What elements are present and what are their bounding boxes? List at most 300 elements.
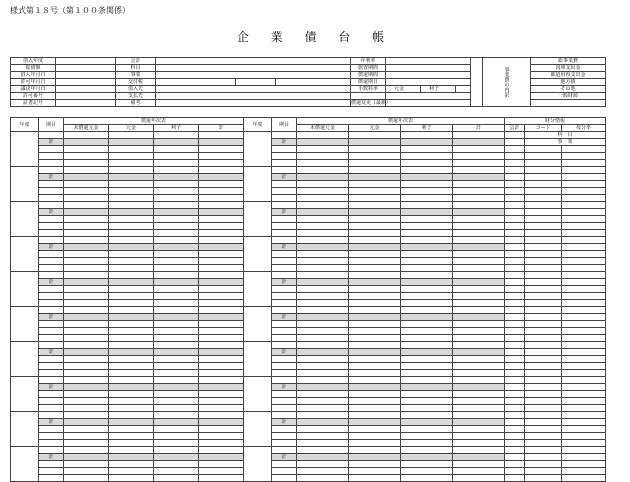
amount-cell xyxy=(154,307,199,314)
amount-cell xyxy=(453,433,505,440)
amount-cell xyxy=(453,342,505,349)
amount-cell xyxy=(349,293,401,300)
amount-cell xyxy=(199,146,244,153)
allocation-cell xyxy=(525,356,562,363)
count-cell xyxy=(272,321,297,328)
header-label: 科目 xyxy=(116,65,156,72)
allocation-cell xyxy=(525,188,562,195)
amount-cell xyxy=(401,251,453,258)
allocation-cell xyxy=(562,370,606,377)
amount-cell xyxy=(297,202,349,209)
amount-cell xyxy=(453,321,505,328)
allocation-cell xyxy=(525,272,562,279)
table-row xyxy=(11,132,606,139)
count-cell xyxy=(39,202,64,209)
allocation-cell xyxy=(525,216,562,223)
amount-cell xyxy=(297,461,349,468)
count-cell xyxy=(39,160,64,167)
allocation-cell xyxy=(525,405,562,412)
header-label: 都道府県支出金 xyxy=(531,72,606,79)
allocation-cell xyxy=(562,244,606,251)
total-label: 計 xyxy=(39,139,64,146)
amount-cell xyxy=(297,419,349,426)
amount-cell xyxy=(64,293,109,300)
amount-cell xyxy=(297,370,349,377)
amount-cell xyxy=(154,335,199,342)
amount-cell xyxy=(349,412,401,419)
allocation-cell xyxy=(562,447,606,454)
allocation-cell xyxy=(562,454,606,461)
table-row xyxy=(11,293,606,300)
allocation-cell xyxy=(525,426,562,433)
amount-cell xyxy=(154,272,199,279)
amount-cell xyxy=(199,321,244,328)
count-cell xyxy=(272,258,297,265)
count-cell xyxy=(272,223,297,230)
allocation-cell xyxy=(562,426,606,433)
amount-cell xyxy=(401,216,453,223)
year-cell xyxy=(11,412,39,447)
amount-cell xyxy=(349,160,401,167)
amount-cell xyxy=(199,167,244,174)
allocation-cell xyxy=(505,300,525,307)
allocation-cell xyxy=(505,188,525,195)
count-cell xyxy=(39,188,64,195)
amount-cell xyxy=(297,279,349,286)
allocation-cell xyxy=(562,181,606,188)
allocation-cell xyxy=(525,258,562,265)
amount-cell xyxy=(154,314,199,321)
allocation-cell xyxy=(525,412,562,419)
table-row xyxy=(11,398,606,405)
table-row xyxy=(11,251,606,258)
amount-cell xyxy=(401,181,453,188)
table-row xyxy=(11,153,606,160)
kamoku-label: 科 目 xyxy=(525,132,606,139)
table-row xyxy=(11,412,606,419)
count-cell xyxy=(39,405,64,412)
count-cell xyxy=(272,160,297,167)
count-cell xyxy=(39,265,64,272)
amount-cell xyxy=(349,216,401,223)
allocation-cell xyxy=(525,475,562,482)
table-row xyxy=(11,468,606,475)
amount-cell xyxy=(349,244,401,251)
amount-cell xyxy=(109,279,154,286)
allocation-cell xyxy=(562,153,606,160)
allocation-cell xyxy=(562,363,606,370)
amount-cell xyxy=(199,440,244,447)
header-label: 手数料率 xyxy=(351,86,386,93)
count-cell xyxy=(272,230,297,237)
allocation-cell xyxy=(505,461,525,468)
amount-cell xyxy=(453,314,505,321)
amount-cell xyxy=(64,265,109,272)
allocation-cell xyxy=(562,335,606,342)
allocation-cell xyxy=(562,475,606,482)
count-cell xyxy=(39,377,64,384)
table-row xyxy=(11,202,606,209)
header-label: 据置期間 xyxy=(351,65,386,72)
amount-cell xyxy=(199,244,244,251)
amount-cell xyxy=(297,349,349,356)
amount-cell xyxy=(453,195,505,202)
allocation-cell xyxy=(525,265,562,272)
amount-cell xyxy=(297,405,349,412)
allocation-cell xyxy=(505,132,525,139)
ledger-table xyxy=(10,117,606,482)
allocation-cell xyxy=(562,174,606,181)
amount-cell xyxy=(109,230,154,237)
allocation-cell xyxy=(562,160,606,167)
amount-cell xyxy=(401,342,453,349)
amount-cell xyxy=(64,195,109,202)
amount-cell xyxy=(349,237,401,244)
amount-cell xyxy=(453,377,505,384)
amount-cell xyxy=(199,475,244,482)
amount-cell xyxy=(349,426,401,433)
header-label: 総債額 xyxy=(11,65,56,72)
allocation-cell xyxy=(505,272,525,279)
amount-cell xyxy=(64,335,109,342)
amount-cell xyxy=(154,342,199,349)
amount-cell xyxy=(64,223,109,230)
amount-cell xyxy=(453,356,505,363)
allocation-cell xyxy=(562,307,606,314)
year-cell xyxy=(244,377,272,412)
allocation-cell xyxy=(505,342,525,349)
amount-cell xyxy=(109,328,154,335)
amount-cell xyxy=(349,209,401,216)
table-row xyxy=(11,223,606,230)
amount-cell xyxy=(401,412,453,419)
amount-cell xyxy=(199,426,244,433)
header-label: その他 xyxy=(531,86,606,93)
count-cell xyxy=(39,146,64,153)
count-cell xyxy=(272,356,297,363)
allocation-cell xyxy=(505,216,525,223)
amount-cell xyxy=(453,475,505,482)
count-cell xyxy=(39,356,64,363)
amount-cell xyxy=(297,132,349,139)
amount-cell xyxy=(401,321,453,328)
allocation-cell xyxy=(562,251,606,258)
header-value xyxy=(56,58,116,65)
allocation-cell xyxy=(525,167,562,174)
allocation-cell xyxy=(505,447,525,454)
amount-cell xyxy=(297,314,349,321)
allocation-cell xyxy=(562,384,606,391)
count-cell xyxy=(39,433,64,440)
total-label: 計 xyxy=(272,349,297,356)
amount-cell xyxy=(64,314,109,321)
amount-cell xyxy=(349,398,401,405)
amount-cell xyxy=(64,244,109,251)
count-cell xyxy=(272,468,297,475)
amount-cell xyxy=(401,426,453,433)
table-row xyxy=(11,363,606,370)
amount-cell xyxy=(401,335,453,342)
amount-cell xyxy=(453,202,505,209)
amount-cell xyxy=(401,167,453,174)
amount-cell xyxy=(109,426,154,433)
amount-cell xyxy=(64,188,109,195)
amount-cell xyxy=(453,300,505,307)
allocation-cell xyxy=(505,314,525,321)
count-cell xyxy=(39,370,64,377)
amount-cell xyxy=(64,181,109,188)
header-label: 借入年度 xyxy=(11,58,56,65)
allocation-cell xyxy=(525,223,562,230)
allocation-cell xyxy=(525,468,562,475)
amount-cell xyxy=(154,230,199,237)
total-label: 計 xyxy=(272,279,297,286)
amount-cell xyxy=(64,356,109,363)
header-value xyxy=(56,79,116,86)
allocation-cell xyxy=(562,202,606,209)
count-cell xyxy=(39,223,64,230)
amount-cell xyxy=(109,391,154,398)
allocation-cell xyxy=(525,321,562,328)
header-label: 総事業費 xyxy=(531,58,606,65)
amount-cell xyxy=(109,293,154,300)
table-row xyxy=(11,391,606,398)
allocation-cell xyxy=(525,307,562,314)
amount-cell xyxy=(154,349,199,356)
header-value xyxy=(236,79,276,86)
header-label: 地方債 xyxy=(531,79,606,86)
count-cell xyxy=(39,475,64,482)
allocation-cell xyxy=(505,454,525,461)
count-header: 期目 xyxy=(39,118,64,132)
amount-cell xyxy=(453,188,505,195)
amount-cell xyxy=(349,174,401,181)
total-row xyxy=(11,384,606,391)
amount-cell xyxy=(401,461,453,468)
amount-cell xyxy=(64,230,109,237)
amount-cell xyxy=(109,342,154,349)
count-cell xyxy=(39,461,64,468)
amount-cell xyxy=(199,314,244,321)
count-cell xyxy=(39,321,64,328)
count-cell xyxy=(272,377,297,384)
amount-cell xyxy=(349,468,401,475)
amount-cell xyxy=(349,447,401,454)
amount-cell xyxy=(401,195,453,202)
allocation-cell xyxy=(525,314,562,321)
amount-cell xyxy=(349,188,401,195)
amount-cell xyxy=(109,335,154,342)
amount-cell xyxy=(401,356,453,363)
allocation-cell xyxy=(505,328,525,335)
amount-cell xyxy=(401,139,453,146)
amount-cell xyxy=(199,398,244,405)
amount-cell xyxy=(453,174,505,181)
amount-cell xyxy=(154,237,199,244)
amount-cell xyxy=(154,391,199,398)
count-cell xyxy=(272,146,297,153)
allocation-cell xyxy=(562,237,606,244)
total-row xyxy=(11,314,606,321)
allocation-subheader: 按分率 xyxy=(562,125,606,132)
amount-cell xyxy=(109,314,154,321)
amount-cell xyxy=(349,195,401,202)
amount-cell xyxy=(453,440,505,447)
amount-cell xyxy=(64,412,109,419)
amount-cell xyxy=(349,321,401,328)
amount-cell xyxy=(199,391,244,398)
allocation-cell xyxy=(505,293,525,300)
allocation-cell xyxy=(525,230,562,237)
amount-cell xyxy=(297,363,349,370)
allocation-cell xyxy=(562,272,606,279)
amount-cell xyxy=(64,321,109,328)
amount-cell xyxy=(453,328,505,335)
amount-cell xyxy=(109,139,154,146)
allocation-cell xyxy=(505,258,525,265)
amount-cell xyxy=(349,342,401,349)
amount-cell xyxy=(297,377,349,384)
header-label: 交付税 xyxy=(116,79,156,86)
amount-cell xyxy=(401,377,453,384)
year-cell xyxy=(11,202,39,237)
amount-cell xyxy=(349,307,401,314)
year-cell xyxy=(11,447,39,482)
allocation-cell xyxy=(505,384,525,391)
amount-cell xyxy=(109,300,154,307)
amount-cell xyxy=(64,258,109,265)
amount-cell xyxy=(401,160,453,167)
allocation-subheader: 会計 xyxy=(505,125,525,132)
amount-cell xyxy=(109,384,154,391)
amount-cell xyxy=(297,391,349,398)
amount-cell xyxy=(64,342,109,349)
count-cell xyxy=(39,251,64,258)
count-cell xyxy=(272,363,297,370)
count-cell xyxy=(272,412,297,419)
header-label: 国庫支出金 xyxy=(531,65,606,72)
amount-cell xyxy=(401,300,453,307)
amount-cell xyxy=(154,328,199,335)
amount-cell xyxy=(109,265,154,272)
amount-cell xyxy=(349,335,401,342)
allocation-cell xyxy=(562,321,606,328)
table-row xyxy=(11,216,606,223)
count-cell xyxy=(39,391,64,398)
count-cell xyxy=(39,272,64,279)
total-label: 計 xyxy=(39,384,64,391)
amount-cell xyxy=(297,230,349,237)
amount-cell xyxy=(109,209,154,216)
amount-cell xyxy=(349,363,401,370)
count-cell xyxy=(39,132,64,139)
allocation-cell xyxy=(505,181,525,188)
allocation-cell xyxy=(525,454,562,461)
allocation-cell xyxy=(525,153,562,160)
amount-cell xyxy=(199,447,244,454)
allocation-cell xyxy=(525,328,562,335)
count-cell xyxy=(272,265,297,272)
header-value xyxy=(156,86,351,93)
amount-cell xyxy=(199,433,244,440)
amount-cell xyxy=(109,363,154,370)
amount-cell xyxy=(401,468,453,475)
amount-cell xyxy=(199,342,244,349)
amount-cell xyxy=(109,195,154,202)
amount-cell xyxy=(349,328,401,335)
amount-cell xyxy=(401,209,453,216)
amount-cell xyxy=(109,419,154,426)
amount-cell xyxy=(297,258,349,265)
allocation-cell xyxy=(562,300,606,307)
amount-cell xyxy=(297,328,349,335)
amount-cell xyxy=(453,181,505,188)
total-label: 計 xyxy=(39,244,64,251)
amount-cell xyxy=(453,286,505,293)
count-cell xyxy=(272,132,297,139)
amount-cell xyxy=(349,314,401,321)
header-value xyxy=(386,65,471,72)
amount-cell xyxy=(349,251,401,258)
amount-cell xyxy=(109,349,154,356)
amount-cell xyxy=(64,454,109,461)
amount-cell xyxy=(109,181,154,188)
amount-cell xyxy=(64,447,109,454)
table-row xyxy=(11,300,606,307)
amount-cell xyxy=(109,223,154,230)
count-cell xyxy=(272,188,297,195)
amount-cell xyxy=(64,328,109,335)
schedule-subheader: 計 xyxy=(453,125,505,132)
amount-cell xyxy=(349,475,401,482)
amount-cell xyxy=(453,209,505,216)
amount-cell xyxy=(297,139,349,146)
amount-cell xyxy=(401,286,453,293)
amount-cell xyxy=(297,321,349,328)
allocation-cell xyxy=(525,342,562,349)
table-row xyxy=(11,237,606,244)
allocation-cell xyxy=(505,230,525,237)
amount-cell xyxy=(297,307,349,314)
amount-cell xyxy=(109,251,154,258)
allocation-cell xyxy=(505,265,525,272)
amount-cell xyxy=(453,132,505,139)
amount-cell xyxy=(199,216,244,223)
allocation-cell xyxy=(505,146,525,153)
amount-cell xyxy=(64,279,109,286)
allocation-cell xyxy=(562,398,606,405)
allocation-cell xyxy=(505,251,525,258)
total-label: 計 xyxy=(39,314,64,321)
amount-cell xyxy=(297,475,349,482)
amount-cell xyxy=(349,258,401,265)
amount-cell xyxy=(64,160,109,167)
year-cell xyxy=(11,272,39,307)
total-label: 計 xyxy=(39,279,64,286)
count-cell xyxy=(39,412,64,419)
year-cell xyxy=(244,412,272,447)
allocation-cell xyxy=(562,328,606,335)
allocation-cell xyxy=(505,468,525,475)
allocation-cell xyxy=(562,216,606,223)
allocation-cell xyxy=(562,342,606,349)
amount-cell xyxy=(401,146,453,153)
count-cell xyxy=(272,202,297,209)
allocation-cell xyxy=(505,237,525,244)
count-cell xyxy=(39,363,64,370)
amount-cell xyxy=(297,251,349,258)
count-cell xyxy=(39,468,64,475)
